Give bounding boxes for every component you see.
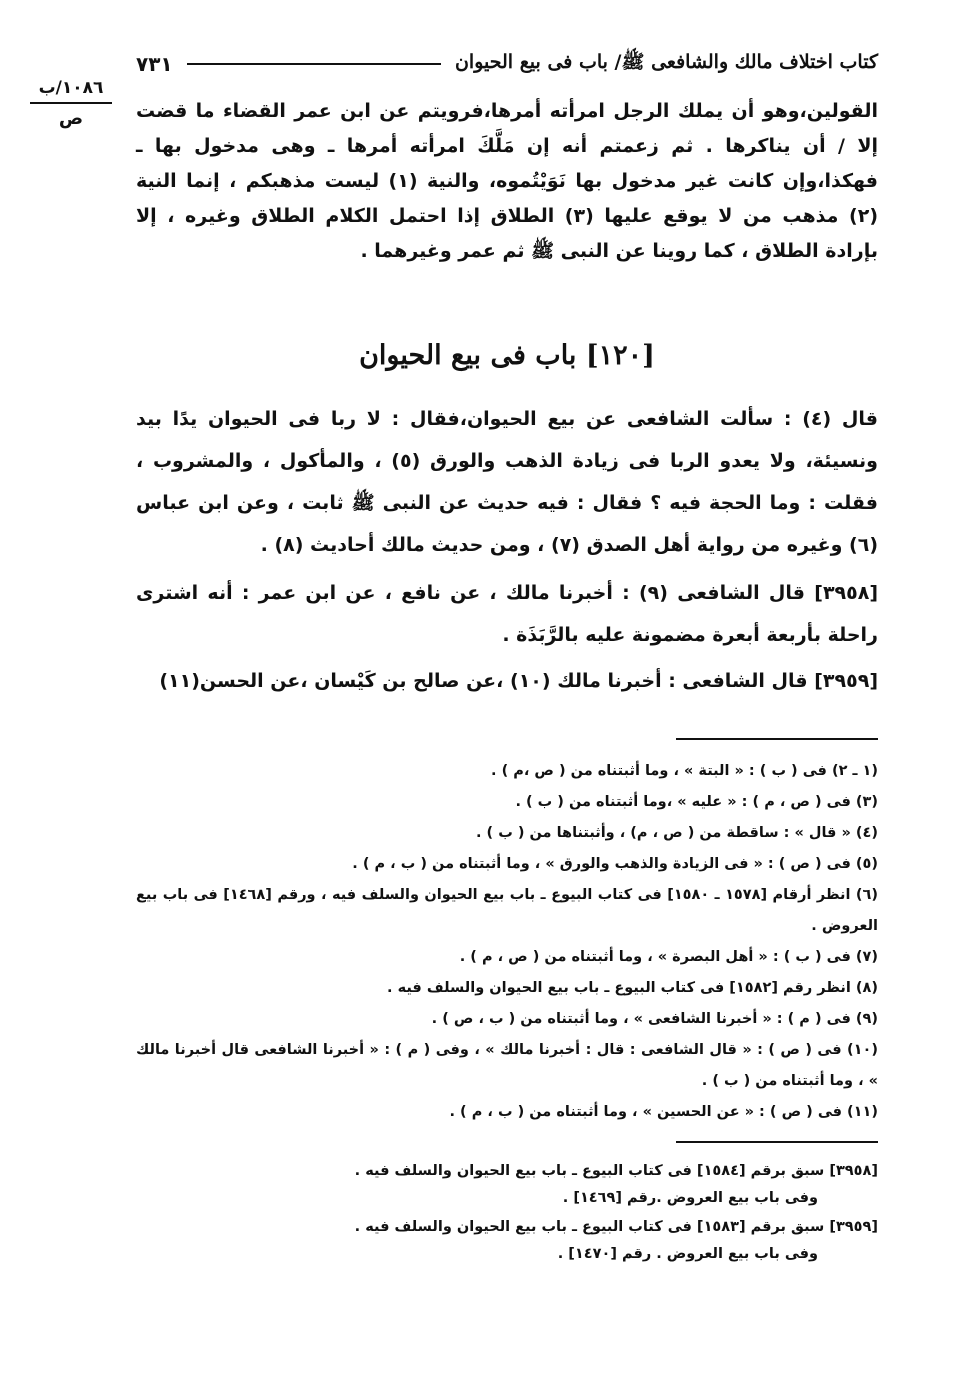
footnote-item: (١١) فى ( ص ) : « عن الحسين » ، وما أثبتناه من ( ب ، م ) .: [449, 1104, 878, 1120]
header-title: كتاب اختلاف مالك والشافعى ﷺ/ باب فى بيع الحيوان: [454, 51, 878, 73]
footnote-item: (٦) انظر أرقام [١٥٧٨ ـ ١٥٨٠] فى كتاب البيوع ـ باب بيع الحيوان والسلف فيه ، ورقم [١٤٦٨] فى باب بيع العروض .: [136, 887, 879, 934]
hadith-speaker: قال الشافعى: [677, 582, 805, 604]
crossref-item: [136, 1214, 878, 1268]
hadith-3959: [136, 660, 878, 702]
hadith-text: (٩) : أخبرنا مالك ، عن نافع ، عن ابن عمر : أنه اشترى راحلة بأربعة أبعرة مضمونة عليه بالرَّبَذَة .: [136, 582, 878, 646]
footnote-item: (٤) « قال » : ساقطة من ( ص ، م) ، وأثبتناها من ( ب ) .: [475, 825, 878, 841]
footnote-separator: [676, 738, 878, 740]
page-number: ٧٣١: [136, 52, 173, 76]
crossref-separator: [676, 1141, 878, 1143]
header-rule: [187, 63, 441, 65]
cross-references: [136, 1158, 878, 1268]
footnote-item: (١٠) فى ( ص ) : « قال الشافعى : قال : أخبرنا مالك » ، وفى ( م ) : « أخبرنا الشافعى قال أخبرنا مالك » ، وما أثبتناه من ( ب ) .: [136, 1042, 878, 1089]
footnote-item: (١ ـ ٢) فى ( ب ) : « البتة » ، وما أثبتناه من ( ص ،م ) .: [491, 763, 878, 779]
body-paragraph-2: قال (٤) : سألت الشافعى عن بيع الحيوان،فقال : لا ربا فى الحيوان يدًا بيد ونسيئة، ولا يعدو الربا فى زيادة الذهب والورق (٥) ، والمأكول ، والمشروب ، فقلت : وما الحجة فيه ؟ فقال : فيه حديث عن النبى ﷺ ثابت ، وعن ابن عباس (٦) وغيره من رواية أهل الصدق (٧) ، ومن حديث مالك أحاديث (٨) .: [136, 408, 878, 556]
running-header: [136, 48, 878, 80]
footnote-item: (٣) فى ( ص ، م ) : « عليه » ،وما أثبتناه من ( ب ) .: [515, 794, 878, 810]
hadith-3958: [136, 572, 878, 656]
manuscript-margin-note: [30, 78, 112, 129]
hadith-text: : أخبرنا مالك (١٠) ،عن صالح بن كَيْسان ،عن الحسن(١١): [159, 670, 676, 692]
footnote-item: (٨) انظر رقم [١٥٨٢] فى كتاب البيوع ـ باب بيع الحيوان والسلف فيه .: [387, 980, 878, 996]
crossref-line: [٣٩٥٩] سبق برقم [١٥٨٣] فى كتاب البيوع ـ باب بيع الحيوان والسلف فيه .: [354, 1219, 878, 1235]
crossref-line: [٣٩٥٨] سبق برقم [١٥٨٤] فى كتاب البيوع ـ باب بيع الحيوان والسلف فيه .: [354, 1163, 878, 1179]
hadith-number: [٣٩٥٨]: [814, 582, 879, 604]
crossref-line: وفى باب بيع العروض . رقم [١٤٧٠] .: [557, 1246, 818, 1262]
manuscript-siglum: ص: [58, 108, 84, 129]
manuscript-folio-ref: ١٠٨٦/ب: [30, 78, 112, 104]
footnotes: [136, 756, 878, 1128]
chapter-heading: [١٢٠] باب فى بيع الحيوان: [359, 340, 655, 371]
footnote-item: (٥) فى ( ص ) : « فى الزيادة والذهب والورق » ، وما أثبتناه من ( ب ، م ) .: [352, 856, 878, 872]
crossref-line: وفى باب بيع العروض .رقم [١٤٦٩] .: [562, 1190, 818, 1206]
hadith-number: [٣٩٥٩]: [814, 670, 878, 692]
footnote-item: (٩) فى ( م ) : « أخبرنا الشافعى » ، وما أثبتناه من ( ب ، ص ) .: [431, 1011, 878, 1027]
body-paragraph-1: القولين،وهو أن يملك الرجل امرأته أمرها،فرويتم عن ابن عمر القضاء ما قضت إلا / أن يناكرها . ثم زعمتم أنه إن مَلَّكَ امرأته أمرها ـ وهى مدخول بها ـ فهكذا،وإن كانت غير مدخول بها نَوَيْتُموه، والنية (١) ليست مذهبكم ، إنما النية (٢) مذهب من لا يوقع عليها (٣) الطلاق إذا احتمل الكلام الطلاق وغيره ، إلا بإرادة الطلاق ، كما روينا عن النبى ﷺ ثم عمر وغيرهما .: [136, 100, 878, 262]
crossref-item: [136, 1158, 878, 1212]
footnote-item: (٧) فى ( ب ) : « أهل البصرة » ، وما أثبتناه من ( ص ، م ) .: [459, 949, 878, 965]
hadith-speaker: قال الشافعى: [682, 670, 808, 692]
